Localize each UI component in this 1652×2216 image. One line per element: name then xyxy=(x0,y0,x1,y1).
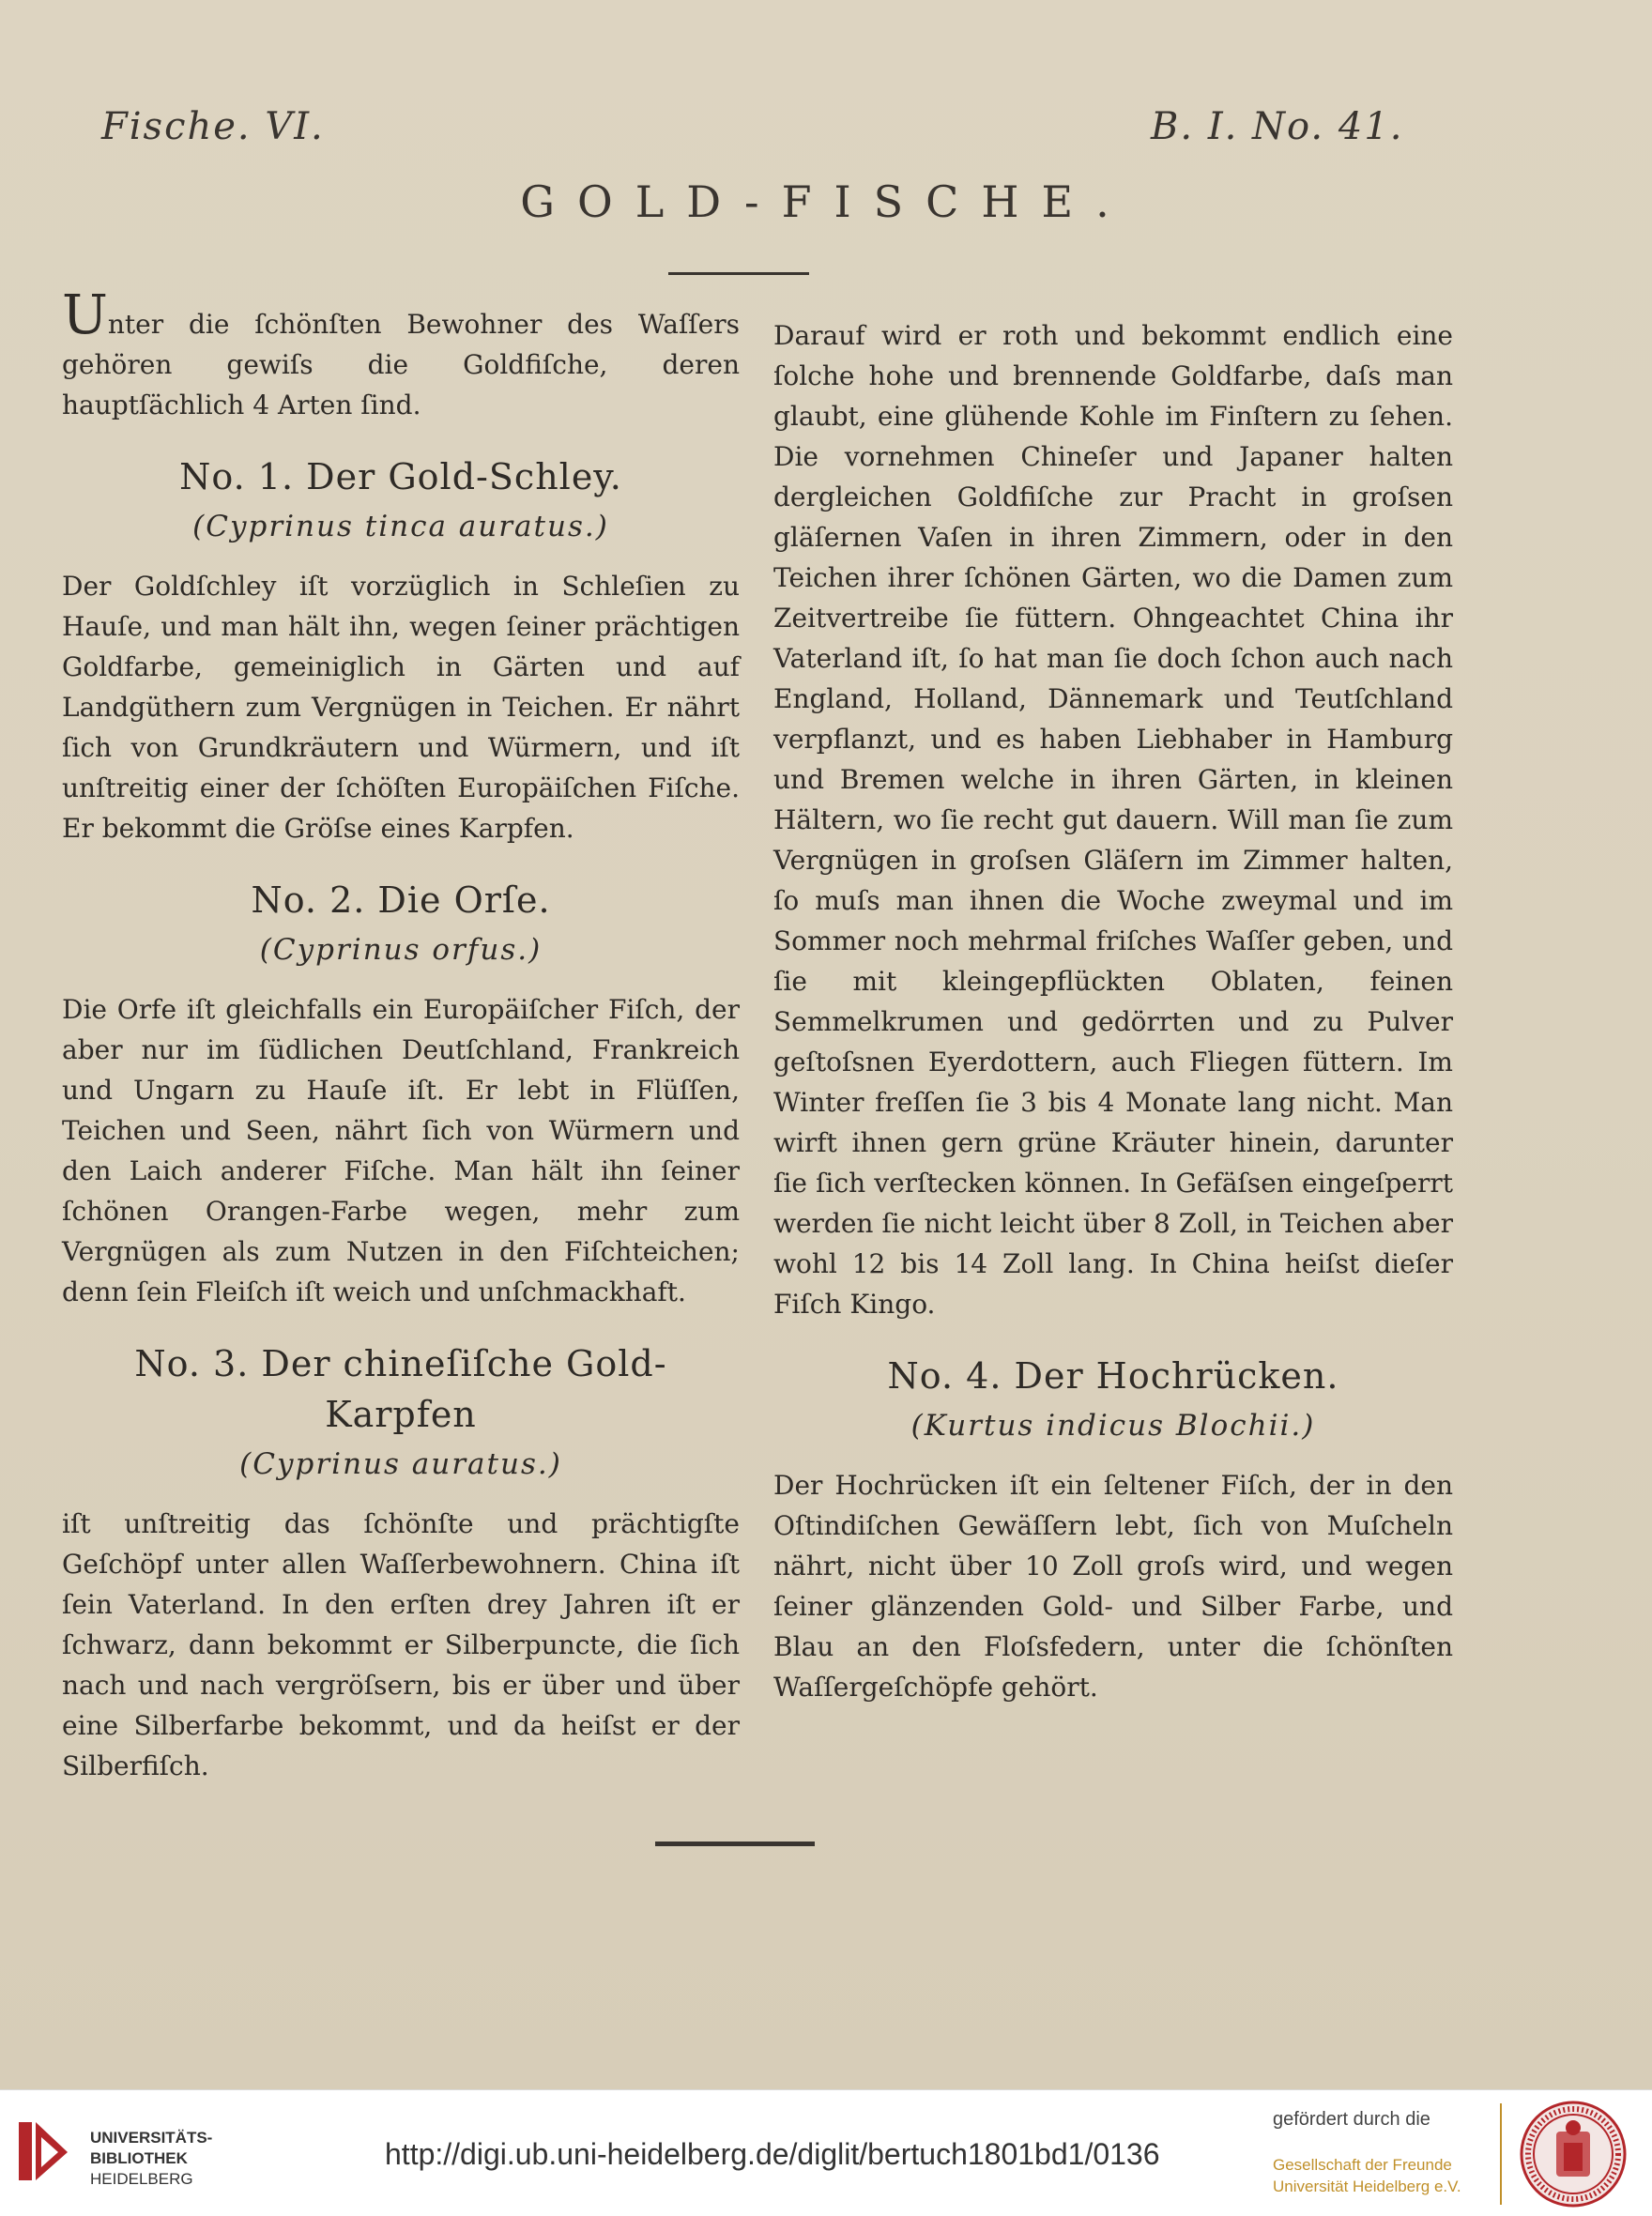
footer-bar xyxy=(0,2089,1652,2216)
section-3-heading: No. 3. Der chineſiſche Gold-Karpfen xyxy=(134,1343,667,1435)
page-title: GOLD-FISCHE. xyxy=(520,176,1132,227)
permalink-url[interactable]: http://digi.ub.uni-heidelberg.de/diglit/bertuch1801bd1/0136 xyxy=(385,2137,1160,2171)
closing-rule xyxy=(655,1842,815,1846)
university-library-name xyxy=(90,2128,212,2190)
section-4-latin-name: (Kurtus indicus Blochii.) xyxy=(910,1409,1316,1443)
title-rule xyxy=(668,272,809,275)
sponsor-divider xyxy=(1500,2103,1502,2205)
section-1-latin-name: (Cyprinus tinca auratus.) xyxy=(192,510,609,543)
section-3-latin-name: (Cyprinus auratus.) xyxy=(239,1447,562,1481)
section-3-body: iſt unſtreitig das ſchönſte und prächtigſte Geſchöpf unter allen Waſſerbewohnern. China iſt ſein Vaterland. In den erſten drey Jahren iſt er ſchwarz, dann bekommt er Silberpuncte, die ſich nach und nach vergröſsern, bis er über und über eine Silberfarbe bekommt, und da heiſst er der Silberfiſch. xyxy=(62,1508,740,1781)
intro-paragraph: Unter die ſchönſten Bewohner des Waſſers gehören gewiſs die Goldfiſche, deren hauptſächlich 4 Arten ſind. xyxy=(62,283,740,420)
sponsor-name xyxy=(1273,2154,1461,2197)
sponsor-name-line-1: Gesellschaft der Freunde xyxy=(1273,2156,1452,2174)
section-1-body: Der Goldſchley iſt vorzüglich in Schleſien zu Hauſe, und man hält ihn, wegen ſeiner prächtigen Goldfarbe, gemeiniglich in Gärten und auf Landgüthern zum Vergnügen in Teichen. Er nährt ſich von Grundkräutern und Würmern, und iſt unſtreitig einer der ſchöſten Europäiſchen Fiſche. Er bekommt die Gröſse eines Karpfen. xyxy=(62,571,740,844)
section-2-heading: No. 2. Die Orſe. xyxy=(251,879,551,921)
sponsor-label: gefördert durch die xyxy=(1273,2109,1430,2130)
section-4-heading: No. 4. Der Hochrücken. xyxy=(887,1355,1339,1397)
left-column xyxy=(62,283,740,1812)
university-library-logo-icon xyxy=(15,2118,71,2184)
right-column xyxy=(773,315,1453,1734)
section-4-body: Der Hochrücken iſt ein ſeltener Fiſch, der in den Oſtindiſchen Gewäſſern lebt, ſich von Muſcheln nährt, nicht über 10 Zoll groſs wird, und wegen ſeiner glänzenden Gold- und Silber Farbe, und Blau an den Floſsfedern, unter die ſchönſten Waſſergeſchöpfe gehört. xyxy=(773,1470,1453,1703)
section-2-body: Die Orfe iſt gleichfalls ein Europäiſcher Fiſch, der aber nur im ſüdlichen Deutſchland, Frankreich und Ungarn zu Hauſe iſt. Er lebt in Flüſſen, Teichen und Seen, nährt ſich von Würmern und den Laich anderer Fiſche. Man hält ihn ſeiner ſchönen Orangen-Farbe wegen, mehr zum Vergnügen als zum Nutzen in den Fiſchteichen; denn ſein Fleiſch iſt weich und unſchmackhaft. xyxy=(62,994,740,1307)
library-name-line-2: BIBLIOTHEK xyxy=(90,2149,188,2167)
section-3-continued-body: Darauf wird er roth und bekommt endlich eine ſolche hohe und brennende Goldfarbe, daſs man glaubt, eine glühende Kohle im Finſtern zu ſehen. Die vornehmen Chineſer und Japaner halten dergleichen Goldfiſche zur Pracht in groſsen gläſernen Vaſen in ihren Zimmern, oder in den Teichen ihrer ſchönen Gärten, wo die Damen zum Zeitvertreibe ſie füttern. Ohngeachtet China ihr Vaterland iſt, ſo hat man ſie doch ſchon auch nach England, Holland, Dännemark und Teutſchland verpflanzt, und es haben Liebhaber in Hamburg und Bremen welche in ihren Gärten, in kleinen Hältern, wo ſie recht gut dauern. Will man ſie zum Vergnügen in groſsen Gläſern im Zimmer halten, ſo muſs man ihnen die Woche zweymal und im Sommer noch mehrmal friſches Waſſer geben, und ſie mit kleingepflückten Oblaten, feinen Semmelkrumen und gedörrten und zu Pulver geſtoſsnen Eyerdottern, auch Fliegen füttern. Im Winter freſſen ſie 3 bis 4 Monate lang nicht. Man wirft ihnen gern grüne Kräuter hinein, darunter ſie ſich verſtecken können. In Gefäſsen eingeſperrt werden ſie nicht leicht über 8 Zoll, in Teichen aber wohl 12 bis 14 Zoll lang. In China heiſst dieſer Fiſch Kingo. xyxy=(773,320,1453,1320)
section-1-heading: No. 1. Der Gold-Schley. xyxy=(179,456,622,497)
sponsor-name-line-2: Universität Heidelberg e.V. xyxy=(1273,2178,1461,2195)
university-seal-icon xyxy=(1519,2100,1628,2208)
running-header-right: B. I. No. 41. xyxy=(1151,105,1404,148)
running-header-left: Fische. VI. xyxy=(101,105,325,148)
section-2-latin-name: (Cyprinus orfus.) xyxy=(259,933,543,967)
library-name-line-3: HEIDELBERG xyxy=(90,2170,193,2188)
library-name-line-1: UNIVERSITÄTS- xyxy=(90,2129,213,2147)
